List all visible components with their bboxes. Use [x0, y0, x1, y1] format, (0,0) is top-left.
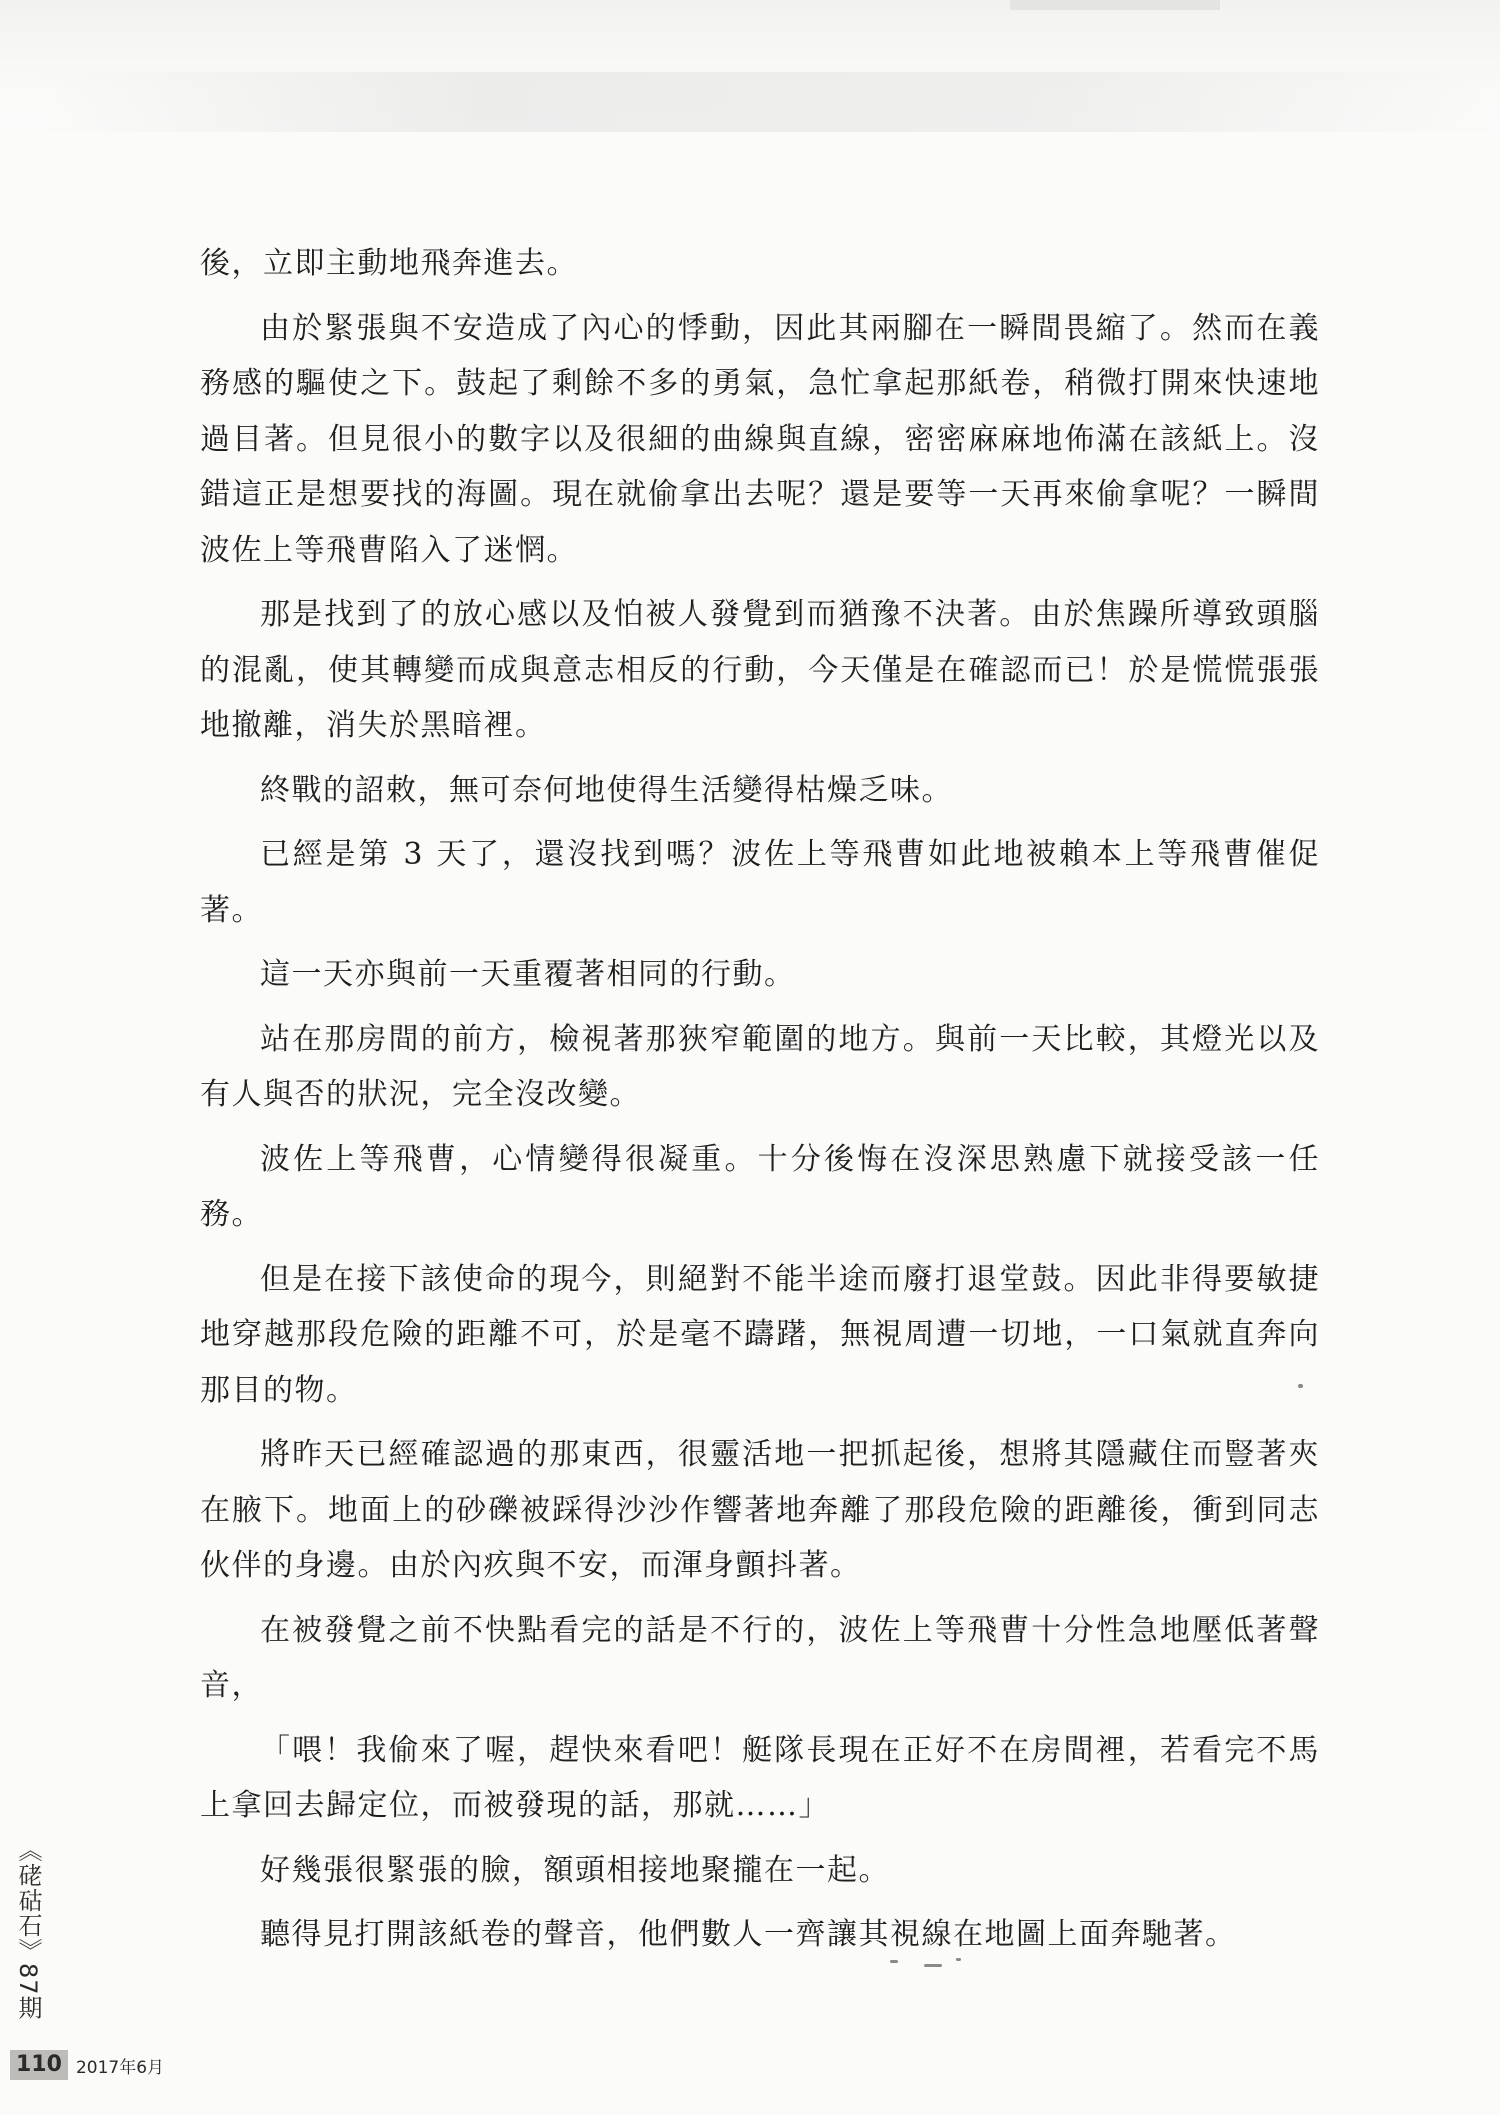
page-footer	[10, 2050, 164, 2080]
scan-speck	[1298, 1384, 1303, 1388]
scan-speck	[890, 1960, 898, 1963]
paragraph: 終戰的詔敕，無可奈何地使得生活變得枯燥乏味。	[260, 772, 953, 808]
paragraph: 那是找到了的放心感以及怕被人發覺到而猶豫不決著。由於焦躁所導致頭腦的混亂，使其轉變而成與意志相反的行動，今天僅是在確認而已！於是慌慌張張地撤離，消失於黑暗裡。	[200, 597, 1320, 743]
paragraph: 但是在接下該使命的現今，則絕對不能半途而廢打退堂鼓。因此非得要敏捷地穿越那段危險的距離不可，於是毫不躊躇，無視周遭一切地，一口氣就直奔向那目的物。	[200, 1261, 1320, 1408]
paragraph: 這一天亦與前一天重覆著相同的行動。	[260, 957, 796, 992]
paragraph: 「喂！我偷來了喔，趕快來看吧！艇隊長現在正好不在房間裡，若看完不馬上拿回去歸定位，而被發現的話，那就……」	[200, 1732, 1320, 1823]
paragraph: 由於緊張與不安造成了內心的悸動，因此其兩腳在一瞬間畏縮了。然而在義務感的驅使之下。鼓起了剩餘不多的勇氣，急忙拿起那紙卷，稍微打開來快速地過目著。但見很小的數字以及很細的曲線與直線，密密麻麻地佈滿在該紙上。沒錯這正是想要找的海圖。現在就偷拿出去呢？還是要等一天再來偷拿呢？一瞬間波佐上等飛曹陷入了迷惘。	[200, 310, 1320, 568]
paragraph: 在被發覺之前不快點看完的話是不行的，波佐上等飛曹十分性急地壓低著聲音，	[200, 1612, 1320, 1703]
paragraph: 將昨天已經確認過的那東西，很靈活地一把抓起後，想將其隱藏住而豎著夾在腋下。地面上的砂礫被踩得沙沙作響著地奔離了那段危險的距離後，衝到同志伙伴的身邊。由於內疚與不安，而渾身顫抖著。	[200, 1437, 1320, 1583]
paragraph: 好幾張很緊張的臉，額頭相接地聚攏在一起。	[260, 1852, 890, 1888]
paragraph: 聽得見打開該紙卷的聲音，他們數人一齊讓其視線在地圖上面奔馳著。	[260, 1917, 1237, 1952]
article-body	[200, 236, 1320, 1972]
scan-speck	[924, 1964, 942, 1967]
publication-title: 《硓𥑮石》87期	[14, 1838, 42, 2021]
paragraph: 已經是第 3 天了，還沒找到嗎？波佐上等飛曹如此地被賴本上等飛曹催促著。	[200, 837, 1320, 928]
scan-artifact	[1010, 0, 1220, 10]
scan-speck	[956, 1958, 961, 1961]
page-number: 110	[10, 2050, 68, 2080]
issue-date: 2017年6月	[75, 2057, 165, 2078]
paragraph: 後，立即主動地飛奔進去。	[200, 246, 578, 281]
paragraph: 站在那房間的前方，檢視著那狹窄範圍的地方。與前一天比較，其燈光以及有人與否的狀況，完全沒改變。	[200, 1021, 1320, 1112]
scan-band	[40, 72, 1500, 132]
paragraph: 波佐上等飛曹，心情變得很凝重。十分後悔在沒深思熟慮下就接受該一任務。	[200, 1141, 1320, 1232]
